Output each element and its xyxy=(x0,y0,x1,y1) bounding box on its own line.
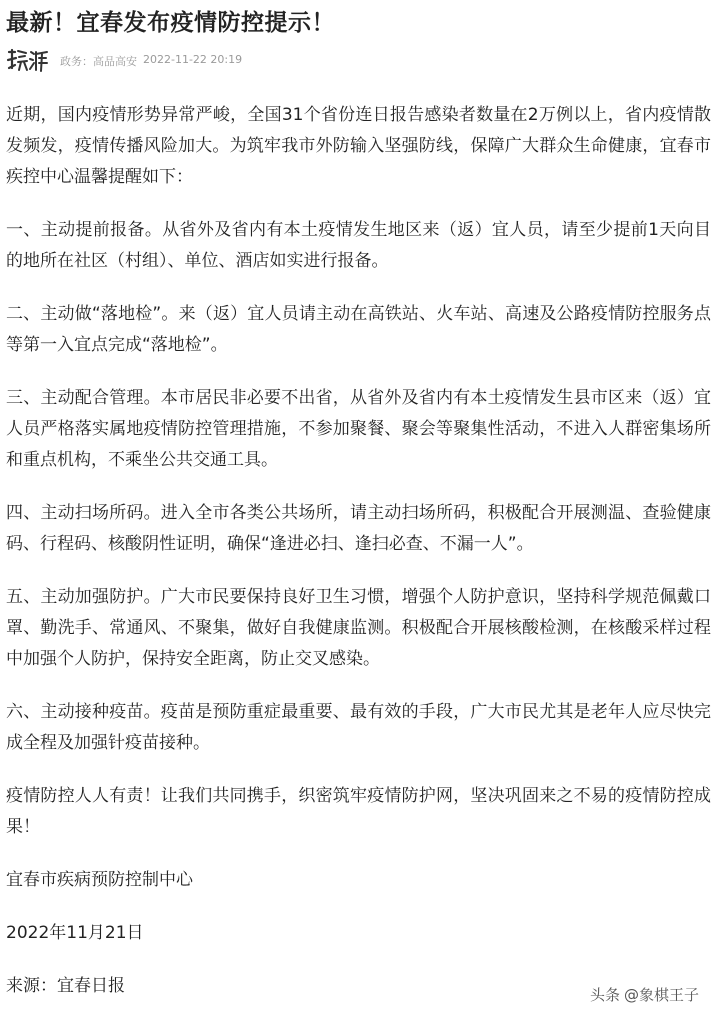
toutiao-watermark xyxy=(590,984,699,1005)
issue-date: 2022年11月21日 xyxy=(6,923,144,943)
article-meta xyxy=(6,44,711,78)
paragraph-item-2: 二、主动做“落地检”。来（返）宜人员请主动在高铁站、火车站、高速及公路疫情防控服务点等第一入宜点完成“落地检”。 xyxy=(6,304,711,355)
article-datetime: 2022-11-22 20:19 xyxy=(143,53,243,66)
paragraph-item-5: 五、主动加强防护。广大市民要保持良好卫生习惯，增强个人防护意识，坚持科学规范佩戴口罩、勤洗手、常通风、不聚集，做好自我健康监测。积极配合开展核酸检测，在核酸采样过程中加强个人防护，保持安全距离，防止交叉感染。 xyxy=(6,587,711,669)
thepaper-logo-icon xyxy=(6,48,52,74)
watermark-platform: 头条 xyxy=(589,986,620,1004)
article-body xyxy=(6,100,711,1002)
paragraph-closing: 疫情防控人人有责！让我们共同携手，织密筑牢疫情防护网，坚决巩固来之不易的疫情防控成果！ xyxy=(6,786,711,837)
article-title: 最新！宜春发布疫情防控提示！ xyxy=(6,10,335,36)
watermark-author: @象棋王子 xyxy=(623,986,699,1004)
article-channel[interactable]: 政务：高品高安 xyxy=(60,55,137,68)
paragraph-item-1: 一、主动提前报备。从省外及省内有本土疫情发生地区来（返）宜人员，请至少提前1天向目的地所在社区（村组）、单位、酒店如实进行报备。 xyxy=(6,220,711,271)
paragraph-item-3: 三、主动配合管理。本市居民非必要不出省，从省外及省内有本土疫情发生县市区来（返）宜人员严格落实属地疫情防控管理措施，不参加聚餐、聚会等聚集性活动，不进入人群密集场所和重点机构，不乘坐公共交通工具。 xyxy=(6,388,711,470)
paragraph-item-4: 四、主动扫场所码。进入全市各类公共场所，请主动扫场所码，积极配合开展测温、查验健康码、行程码、核酸阴性证明，确保“逢进必扫、逢扫必查、不漏一人”。 xyxy=(6,503,711,554)
paragraph-item-6: 六、主动接种疫苗。疫苗是预防重症最重要、最有效的手段，广大市民尤其是老年人应尽快完成全程及加强针疫苗接种。 xyxy=(6,702,711,753)
article-byline xyxy=(60,53,242,69)
thepaper-logo xyxy=(6,47,52,75)
paragraph-intro: 近期，国内疫情形势异常严峻，全国31个省份连日报告感染者数量在2万例以上，省内疫情散发频发，疫情传播风险加大。为筑牢我市外防输入坚强防线，保障广大群众生命健康，宜春市疾控中心温馨提醒如下： xyxy=(6,105,711,187)
article-source: 来源：宜春日报 xyxy=(6,976,125,996)
issuer-signature: 宜春市疾病预防控制中心 xyxy=(6,870,193,890)
